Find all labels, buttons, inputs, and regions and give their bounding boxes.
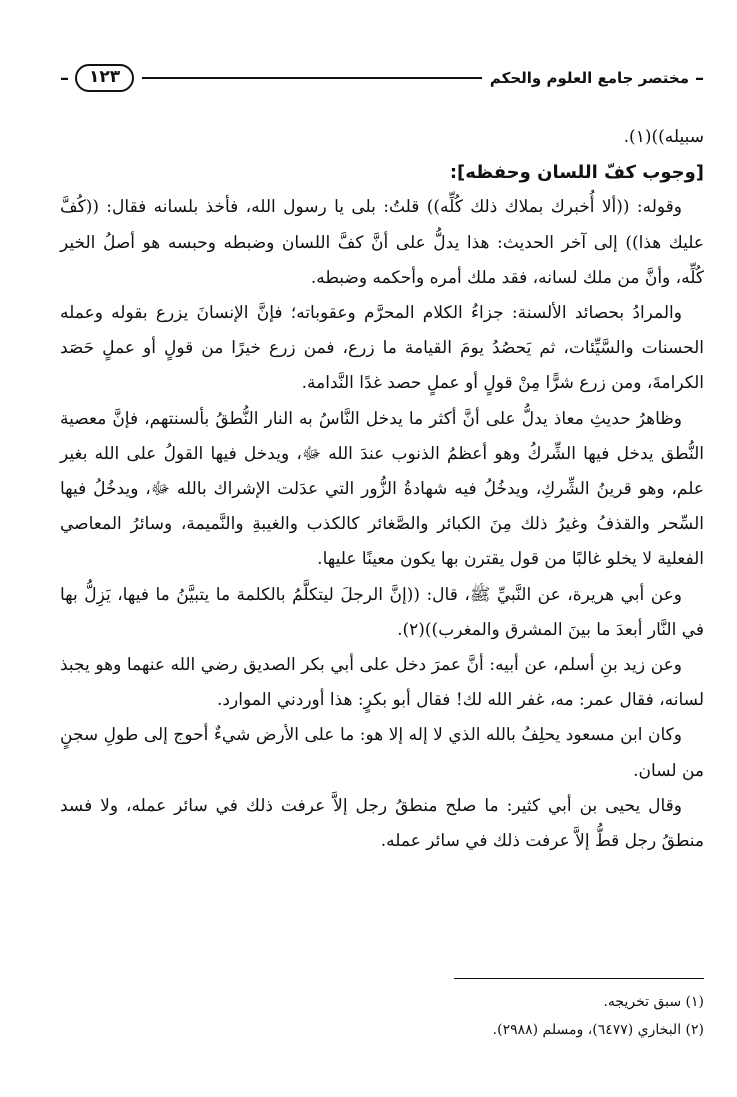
section-heading: [وجوب كفّ اللسان وحفظه]: [449,162,704,184]
running-title: مختصر جامع العلوم والحكم [489,69,689,87]
paragraph: وقوله: ((ألا أُخبرك بملاك ذلك كُلِّه)) قلتُ: بلى يا رسول الله، فأخذ بلسانه فقال: ((كُفَّ عليك هذا)) إلى آخر الحديث: هذا يدلُّ على أنَّ كفَّ اللسان وضبطه وحبسه هو أصلُ الخير كُلِّه، وأنَّ من ملك لسانه، فقد ملك أمره وأحكمه وضبطه. [60,197,704,288]
paragraph: وعن أبي هريرة، عن النَّبيِّ ﷺ، قال: ((إنَّ الرجلَ ليتكلَّمُ بالكلمة ما يتبيَّنُ ما فيها، يَزِلُّ بها في النَّار أبعدَ ما بينَ المشرق والمغرب))(٢). [60,584,704,640]
book-page [60,58,704,1038]
paragraph: وعن زيد بنِ أسلم، عن أبيه: أنَّ عمرَ دخل على أبي بكر الصديق رضي الله عنهما وهو يجبذ لسانه، فقال عمر: مه، غفر الله لك! فقال أبو بكرٍ: هذا أوردني الموارد. [60,655,704,711]
footnotes [64,988,704,1044]
paragraph: وظاهرُ حديثِ معاذ يدلُّ على أنَّ أكثر ما يدخل النَّاسُ به النار النُّطقُ بألسنتهم، فإنَّ معصية النُّطق يدخل فيها الشِّركُ وهو أعظمُ الذنوب عندَ الله ﷻ، ويدخل فيها القولُ على الله بغير علم، وهو قرينُ الشِّركِ، ويدخُلُ فيه شهادةُ الزُّور التي عدَلت الإشراك بالله ﷻ، ويدخُلُ فيها السِّحر والقذفُ وغيرُ ذلك مِنَ الكبائر والصَّغائر كالكذب والغيبةِ والنَّميمة، وسائرُ المعاصي الفعلية لا يخلو غالبًا من قول يقترن بها يكون معينًا عليها. [60,408,704,570]
footnote: (١) سبق تخريجه. [603,994,704,1010]
page-number: ١٢٣ [75,64,134,92]
page-header [60,58,704,98]
footnote: (٢) البخاري (٦٤٧٧)، ومسلم (٢٩٨٨). [492,1022,704,1038]
paragraph: وقال يحيى بن أبي كثير: ما صلح منطقُ رجل إلاَّ عرفت ذلك في سائر عمله، ولا فسد منطقُ رجل قطُّ إلاَّ عرفت ذلك في سائر عمله. [60,795,704,852]
paragraph: والمرادُ بحصائد الألسنة: جزاءُ الكلام المحرَّم وعقوباته؛ فإنَّ الإنسانَ يزرع بقوله وعمله الحسنات والسَّيِّئات، ثم يَحصُدُ يومَ القيامة ما زرع، فمن زرع خيرًا من قولٍ أو عملٍ حَصَد الكرامةَ، ومن زرع شرًّا مِنْ قولٍ أو عملٍ حصد غدًا النَّدامة. [60,303,704,394]
paragraph: وكان ابن مسعود يحلِفُ بالله الذي لا إله إلا هو: ما على الأرض شيءٌ أحوج إلى طولِ سجنٍ من لسان. [60,725,704,781]
footnote-separator [454,978,704,979]
header-dash: – [695,67,704,89]
paragraph-continuation: سبيله))(١). [623,127,704,147]
main-text [60,120,704,859]
header-dash-left: – [60,67,69,89]
header-rule [142,77,482,79]
